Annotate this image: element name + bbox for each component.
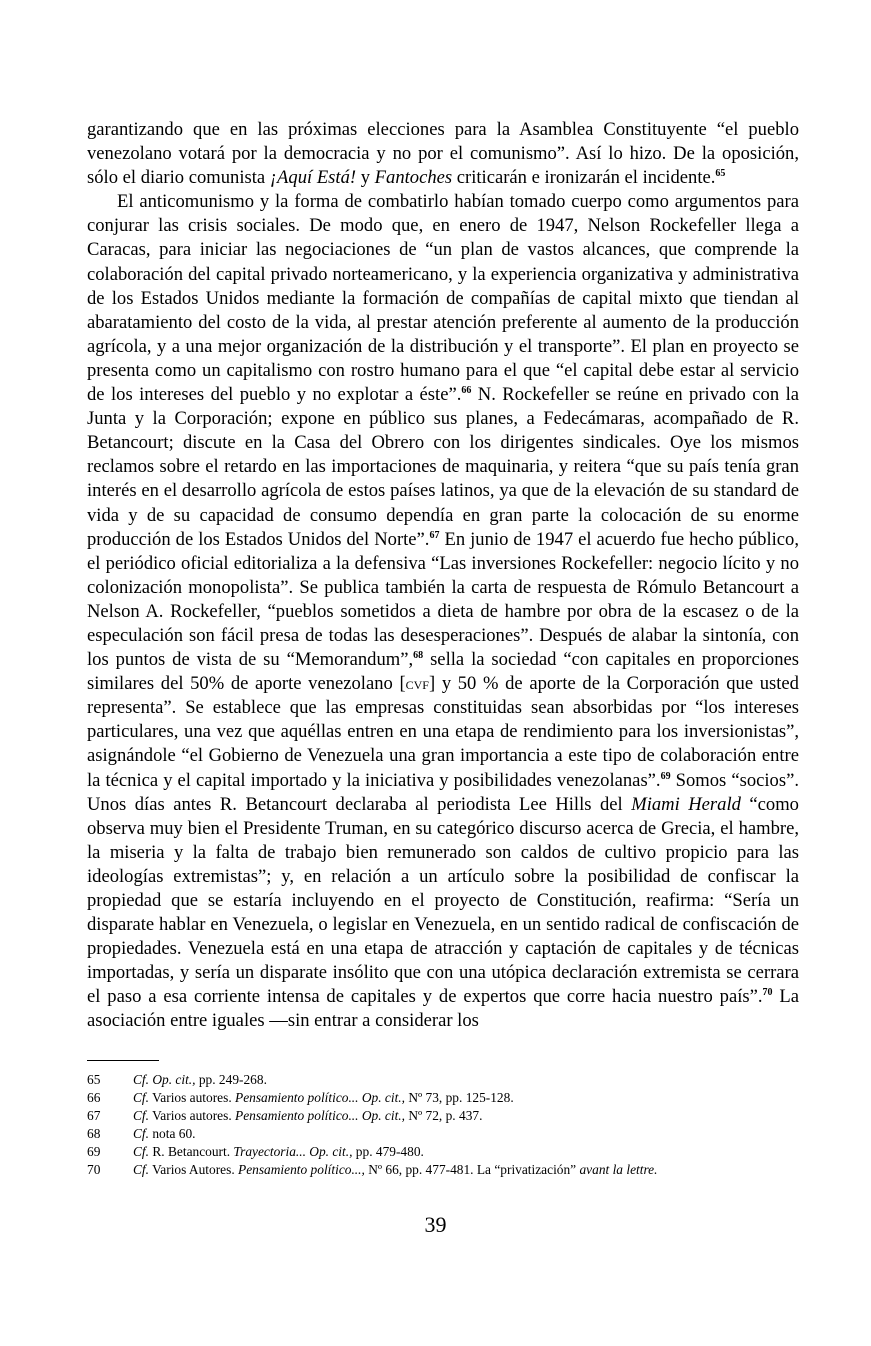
footnote-number: 68 [87,1126,101,1141]
footnote-number: 69 [87,1144,101,1159]
body-text [87,118,799,1034]
text-run: Varios Autores. [149,1162,239,1177]
text-run: y [356,167,375,189]
italic-run: Pensamiento político... Op. cit., [235,1108,405,1123]
text-run: El anticomunismo y la forma de combatirlo habían tomado cuerpo como argumentos para conjurar las crisis sociales. De modo que, en enero de 1947, Nelson Rockefeller llega a Caracas, para iniciar las negociaciones de “un plan de vastos alcances, que comprende la colaboración del capital privado norteamericano, y la experiencia organizativa y administrativa de los Estados Unidos mediante la formación de compañías de capital mixto que tiendan al abaratamiento del costo de la vida, al prestar atención preferente al aumento de la producción agrícola, y a una mejor organización de la distribución y el transporte”. El plan en proyecto se presenta como un capitalismo con rostro humano para el que “el capital debe estar al servicio de los intereses del pueblo y no explotar a éste”. [87,191,799,406]
text-run: ] y 50 % de aporte de la Corporación que usted representa”. Se establece que las empresas constituidas sean absorbidas por “los intereses particulares, una vez que aquéllas entren en una etapa de rendimiento para los inversionistas”, asignándole “el Gobierno de Venezuela una gran importancia a este tipo de colaboración entre la técnica y el capital importado y la iniciativa y posibilidades venezolanas”. [87,673,799,791]
footnote-ref: 65 [715,168,726,179]
footnote [87,1161,799,1179]
italic-run: Cf. [133,1144,149,1159]
footnote [87,1089,799,1107]
footnote-text [133,1161,799,1179]
footnote [87,1107,799,1125]
footnote-text [133,1107,799,1125]
footnote [87,1125,799,1143]
text-run: pp. 249-268. [195,1072,267,1087]
italic-run: Cf. [133,1162,149,1177]
footnotes [87,1071,799,1179]
footnote-number: 66 [87,1090,101,1105]
italic-run: Cf. Op. cit., [133,1072,196,1087]
italic-run: Cf. [133,1090,149,1105]
footnote [87,1071,799,1089]
footnote-number: 70 [87,1162,101,1177]
footnote-ref: 69 [660,770,671,782]
footnote-ref: 67 [429,529,440,541]
footnote-text [133,1089,799,1107]
italic-run: avant la lettre. [579,1162,658,1177]
page-number: 39 [424,1212,447,1237]
paragraph [87,118,799,190]
text-run: “como observa muy bien el Presidente Truman, en su categórico discurso acerca de Grecia, el hambre, la miseria y la falta de trabajo bien remunerado son caldos de cultivo propicio para las ideologías extremistas”; y, en relación a un artículo sobre la posibilidad de confiscar la propiedad que se estaría incluyendo en el proyecto de Constitución, reafirma: “Sería un disparate hablar en Venezuela, o legislar en Venezuela, en un sentido radical de confiscación de propiedades. Venezuela está en una etapa de atracción y captación de capitales y de técnicas importadas, y sería un disparate insólito que con una utópica declaración extremista se cerrara el paso a esa corriente intensa de capitales y de expertos que corre hacia nuestro país”. [87,793,799,1008]
italic-run: ¡Aquí Está! [269,167,357,189]
small-caps-run: cvf [405,674,429,694]
text-run: N. Rockefeller se reúne en privado con la Junta y la Corporación; expone en público sus planes, a Fedecámaras, acompañado de R. Betancourt; discute en la Casa del Obrero con los dirigentes sindicales. Oye los mismos reclamos sobre el retardo en las importaciones de maquinaria, y reitera “que su país tenía gran interés en el desarrollo agrícola de estos países latinos, ya que de la elevación de su standard de vida y de su capacidad de consumo dependía en gran parte la colocación de su enorme producción de los Estados Unidos del Norte”. [87,384,799,550]
text-run: nota 60. [149,1126,196,1141]
italic-run: Cf. [133,1108,149,1123]
italic-run: Cf. [133,1126,149,1141]
italic-run: Miami Herald [631,793,741,815]
text-run: Varios autores. [149,1090,236,1105]
footnote [87,1143,799,1161]
text-run: La asociación entre iguales —sin entrar a considerar los [87,986,799,1032]
footnote-ref: 70 [762,987,773,999]
text-run: En junio de 1947 el acuerdo fue hecho público, el periódico oficial editorializa a la defensiva “Las inversiones Rockefeller: negocio lícito y no colonización monopolista”. Se publica también la carta de respuesta de Rómulo Betancourt a Nelson A. Rockefeller, “pueblos sometidos a dieta de hambre por obra de la escasez o de la especulación son fácil presa de todas las desesperaciones”. Después de alabar la sintonía, con los puntos de vista de su “Memorandum”, [87,528,799,671]
italic-run: Pensamiento político... Op. cit., [235,1090,405,1105]
text-run: sella la sociedad “con capitales en proporciones similares del 50% de aporte venezolano [ [87,649,799,695]
footnote-text [133,1143,799,1161]
footnote-rule [87,1060,159,1061]
text-run: Varios autores. [149,1108,236,1123]
text-run: garantizando que en las próximas elecciones para la Asamblea Constituyente “el pueblo venezolano votará por la democracia y no por el comunismo”. Así lo hizo. De la oposición, sólo el diario comunista [87,119,799,189]
text-run: Nº 66, pp. 477-481. La “privatización” [364,1162,580,1177]
text-run: Somos “socios”. Unos días antes R. Betancourt declaraba al periodista Lee Hills del [87,769,799,815]
text-run: pp. 479-480. [352,1144,424,1159]
footnote-ref: 68 [413,649,424,661]
text-run: R. Betancourt. [149,1144,234,1159]
text-run: Nº 73, pp. 125-128. [405,1090,514,1105]
paragraph [87,190,799,1033]
footnote-text [133,1071,799,1089]
text-run: Nº 72, p. 437. [405,1108,483,1123]
italic-run: Fantoches [374,167,453,189]
italic-run: Trayectoria... Op. cit., [233,1144,353,1159]
footnote-ref: 66 [461,384,472,396]
text-run: criticarán e ironizarán el incidente. [452,167,716,189]
footnote-number: 67 [87,1108,101,1123]
footnote-text [133,1125,799,1143]
footnote-number: 65 [87,1072,101,1087]
italic-run: Pensamiento político..., [238,1162,365,1177]
